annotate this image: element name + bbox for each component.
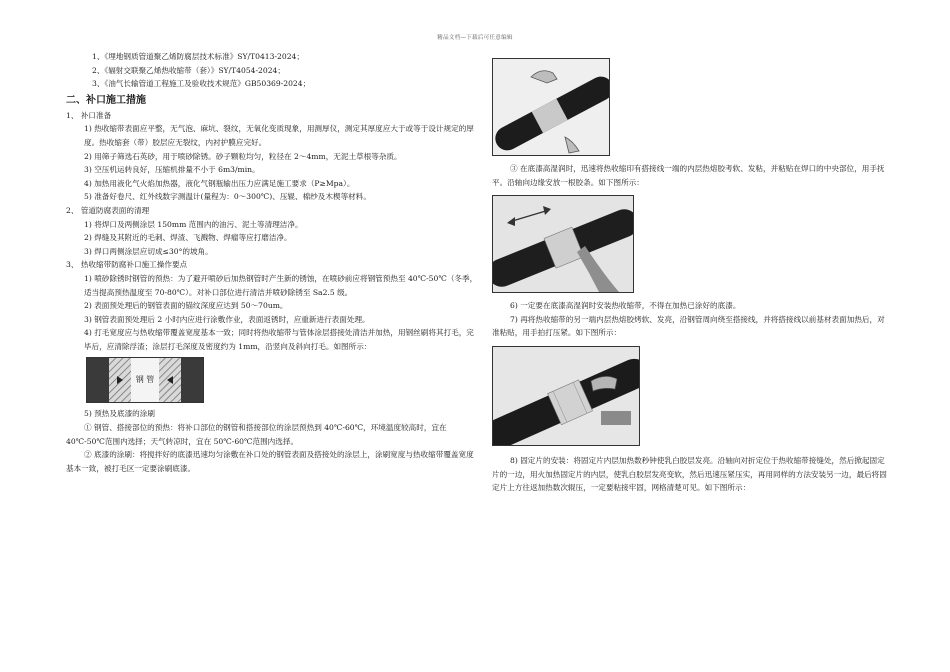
pressing-photo	[492, 346, 640, 446]
s2-item-1: 1) 将焊口及两侧涂层 150mm 范围内的油污、泥土等清理洁净。	[84, 219, 303, 229]
step-8-text: 8) 固定片的安装：将固定片内层加热数秒钟使乳白胶层发亮。沿轴向对折定位于热收缩带接缝处，然后掀起固定片的一边，用火加热固定片的内层，使乳白胶层发亮变软，然后迅速压紧压实，再用同样的方法安装另一边，最后将固定片上方往返加热数次辊压，一定要粘接牢固，网格清楚可见。如下图所示：	[492, 455, 887, 493]
step-3-text: ③ 在底漆高湿润时，迅速将热收缩印有搭接线一端的内层热熔胶考软、发粘，并粘贴在焊口的中央部位，用手抚平。沿轴向边缘安放一根胶条。如下图所示：	[492, 164, 885, 187]
pipe-wrap-illustration	[493, 196, 633, 292]
reference-3: 3、《油气长输管道工程施工及验收技术规范》GB50369-2024；	[92, 79, 311, 89]
s3-item-2: 2) 表面预处理后的钢管表面的锚纹深度应达到 50～70um。	[84, 301, 288, 311]
roughening-figure	[86, 357, 204, 403]
right-column	[492, 50, 890, 495]
subsection-1-title: 1、 补口准备	[66, 110, 112, 120]
s5-item-2: ② 底漆的涂刷：将搅拌好的底漆迅速均匀涂敷在补口处的钢管表面及搭接处的涂层上，涂刷宽度与热收缩带覆盖宽度基本一致，被打毛区一定要涂刷底漆。	[66, 450, 474, 473]
step-6-text: 6) 一定要在底漆高湿润时安装热收缩带，不得在加热已涂好的底漆。	[510, 301, 741, 311]
pipe-label: 钢 管	[135, 375, 155, 385]
subsection-2-title: 2、 管道防腐表面的清理	[66, 205, 150, 215]
subsection-3-title: 3、 热收缩带防腐补口施工操作要点	[66, 260, 188, 270]
pipe-and-hand-illustration	[493, 59, 609, 155]
s1-item-5: 5) 准备好卷尺、红外线数字测温计(量程为：0～300℃)、压辊、棉纱及木楔等材料。	[84, 192, 371, 202]
s1-item-1: 1) 热收缩带表面应平整，无气泡、麻坑、裂纹，无氧化变质现象，用测厚仪，测定其厚度应大于或等于设计规定的厚度。热收缩套（带）胶层应无裂纹，内衬护膜应完好。	[84, 124, 474, 147]
s5-item-1: ① 钢管、搭接部位的预热：将补口部位的钢管和搭接部位的涂层预热到 40℃-60℃，环境温度较高时，宜在 40℃-50℃范围内选择；天气转凉时，宜在 50℃-60℃范围内选择。	[66, 423, 447, 446]
page-header-note: 精品文档—下载后可任意编辑	[437, 35, 513, 41]
s1-item-3: 3) 空压机运转良好，压缩机排量不小于 6m3/min。	[84, 165, 260, 175]
left-column	[66, 50, 478, 475]
pipe-press-illustration	[493, 347, 639, 445]
s1-item-2: 2) 用筛子筛选石英砂，用于喷砂除锈。砂子颗粒均匀，粒径在 2～4mm，无泥土草根等杂质。	[84, 151, 402, 161]
s3-item-4: 4) 打毛宽度应与热收缩带覆盖宽度基本一致；同时将热收缩带与管体涂层搭接处清洁并加热，用钢丝刷将其打毛，完毕后，应清除浮渣；涂层打毛深度及密度约为 1mm，沿竖向及斜向打毛。如图所示：	[84, 328, 474, 351]
section-title: 二、补口施工措施	[66, 94, 146, 106]
wrapping-photo	[492, 195, 634, 293]
s2-item-3: 3) 焊口两侧涂层应切成≤30°的坡角。	[84, 246, 213, 256]
s1-item-4: 4) 加热用液化气火焰加热器，液化气钢瓶输出压力应满足施工要求（P≥Mpa）。	[84, 178, 355, 188]
step-7-text: 7) 再将热收缩带的另一端内层热熔胶烤软、发亮，沿钢管周向绕至搭接线，并将搭接线以前基材表面加热后，对准粘贴，用手拍打压紧。如下图所示：	[492, 314, 885, 338]
s5-title: 5) 预热及底漆的涂刷	[84, 409, 155, 419]
s3-item-3: 3) 钢管表面预处理后 2 小时内应进行涂敷作业，表面返锈时，应重新进行表面处理。	[84, 314, 370, 324]
s3-item-1: 1) 喷砂除锈时钢管的预热：为了避开喷砂后加热钢管时产生新的锈蚀，在喷砂前应将钢管预热至 40℃-50℃（冬季，适当提高预热温度至 70-80℃）。对补口部位进行清洁并喷砂除锈至 Sa2.5 级。	[84, 273, 478, 297]
reference-2: 2、《辐射交联聚乙烯热收缩带（套）》SY/T4054-2024；	[92, 65, 285, 75]
s2-item-2: 2) 焊缝及其附近的毛刺、焊渣、飞溅物、焊瘤等应打磨洁净。	[84, 233, 292, 243]
primer-applying-photo	[492, 58, 610, 156]
reference-1: 1、《埋地钢质管道聚乙烯防腐层技术标准》SY/T0413-2024；	[92, 52, 304, 61]
